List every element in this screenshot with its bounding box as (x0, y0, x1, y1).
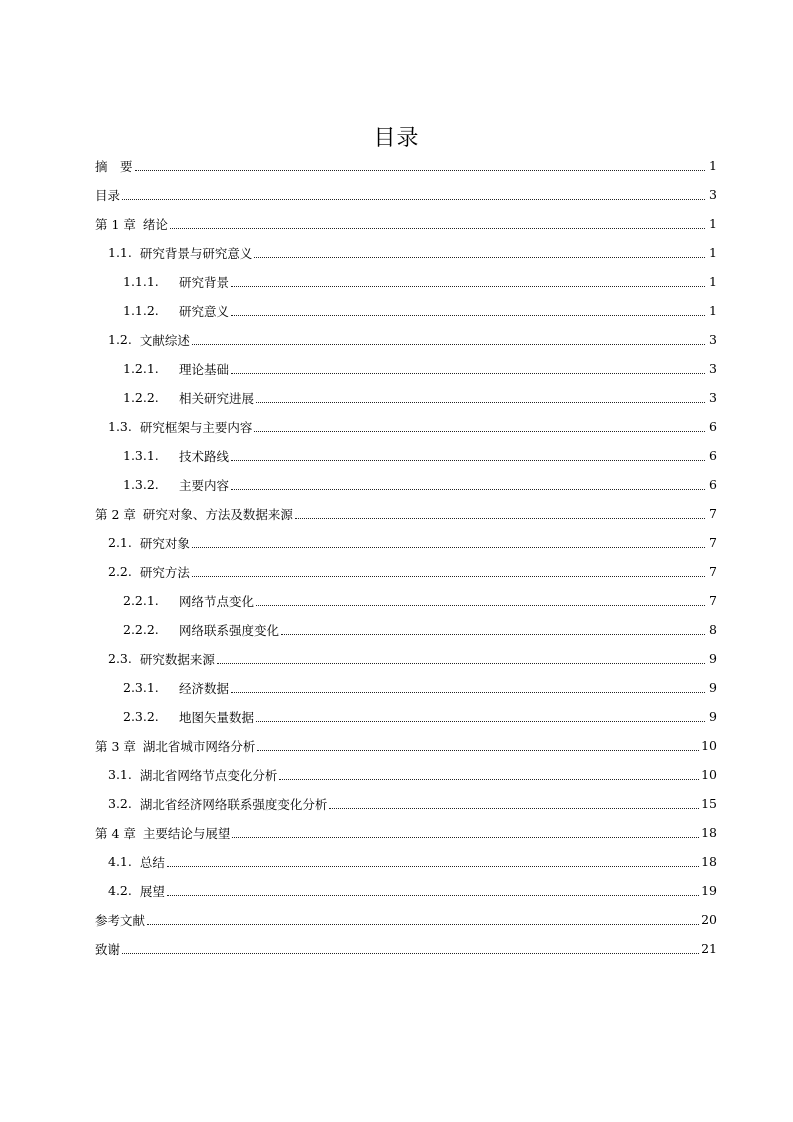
toc-entry-label: 网络节点变化 (179, 593, 255, 609)
toc-entry[interactable] (95, 209, 717, 238)
toc-entry[interactable] (95, 296, 717, 325)
toc-entry-page-number: 10 (701, 767, 717, 782)
toc-entry[interactable] (95, 760, 717, 789)
toc-entry-page-number: 21 (701, 941, 717, 956)
toc-entry[interactable] (95, 180, 717, 209)
dot-leader (167, 894, 699, 896)
toc-entry[interactable] (95, 731, 717, 760)
toc-entry-label: 目录 (95, 187, 121, 203)
toc-entry-label: 主要内容 (179, 477, 230, 493)
toc-entry-page-number: 19 (701, 883, 717, 898)
dot-leader (254, 430, 705, 432)
toc-entry-label: 研究背景 (179, 274, 230, 290)
toc-entry-number: 1.1.2. (123, 303, 159, 318)
dot-leader (231, 691, 705, 693)
toc-entry-label: 研究方法 (139, 564, 190, 580)
toc-entry-page-number: 9 (709, 709, 717, 724)
toc-entry-number: 1.1.1. (123, 274, 159, 289)
toc-entry[interactable] (95, 615, 717, 644)
toc-entry-label: 研究数据来源 (139, 651, 215, 667)
toc-entry-label: 相关研究进展 (179, 390, 255, 406)
dot-leader (170, 227, 705, 229)
toc-entry[interactable] (95, 383, 717, 412)
toc-entry[interactable] (95, 267, 717, 296)
toc-entry-label: 致谢 (95, 941, 121, 957)
toc-entry-page-number: 20 (701, 912, 717, 927)
toc-entry[interactable] (95, 905, 717, 934)
toc-entry-label: 理论基础 (179, 361, 230, 377)
toc-entry-number: 2.2. (108, 564, 132, 579)
toc-entry[interactable] (95, 586, 717, 615)
toc-entry-label: 总结 (139, 854, 165, 870)
dot-leader (122, 198, 705, 200)
toc-entry[interactable] (95, 847, 717, 876)
dot-leader (167, 865, 699, 867)
dot-leader (279, 778, 699, 780)
dot-leader (295, 517, 705, 519)
toc-entry-label: 湖北省城市网络分析 (142, 738, 256, 754)
toc-entry-number: 第 2 章 (95, 506, 136, 522)
toc-entry-page-number: 18 (701, 825, 717, 840)
toc-entry-label: 湖北省网络节点变化分析 (139, 767, 278, 783)
dot-leader (231, 285, 705, 287)
dot-leader (329, 807, 699, 809)
toc-entry-label: 地图矢量数据 (179, 709, 255, 725)
toc-entry-label: 网络联系强度变化 (179, 622, 280, 638)
toc-entry-number: 1.1. (108, 245, 132, 260)
toc-entry[interactable] (95, 876, 717, 905)
dot-leader (232, 836, 699, 838)
toc-entry-page-number: 1 (709, 274, 717, 289)
toc-entry-label: 绪论 (142, 216, 168, 232)
dot-leader (256, 604, 705, 606)
dot-leader (257, 749, 699, 751)
toc-entry-label: 经济数据 (179, 680, 230, 696)
toc-entry-page-number: 1 (709, 303, 717, 318)
toc-entry-number: 1.2.2. (123, 390, 159, 405)
toc-entry[interactable] (95, 412, 717, 441)
toc-entry-label: 技术路线 (179, 448, 230, 464)
toc-entry-label: 主要结论与展望 (142, 825, 231, 841)
toc-entry-label: 研究对象、方法及数据来源 (142, 506, 293, 522)
toc-entry-label: 研究意义 (179, 303, 230, 319)
dot-leader (231, 314, 705, 316)
dot-leader (192, 343, 705, 345)
toc-entry-label: 湖北省经济网络联系强度变化分析 (139, 796, 328, 812)
toc-entry-page-number: 9 (709, 680, 717, 695)
toc-entry-page-number: 1 (709, 216, 717, 231)
toc-entry[interactable] (95, 702, 717, 731)
toc-entry-label: 研究背景与研究意义 (139, 245, 253, 261)
toc-entry[interactable] (95, 238, 717, 267)
toc-entry-page-number: 7 (709, 535, 717, 550)
toc-entry-label: 摘 要 (95, 158, 133, 174)
toc-entry-page-number: 7 (709, 506, 717, 521)
toc-entry[interactable] (95, 934, 717, 963)
page-title: 目录 (373, 126, 420, 151)
toc-entry-number: 3.1. (108, 767, 132, 782)
toc-entry-page-number: 15 (701, 796, 717, 811)
toc-entry-page-number: 3 (709, 187, 717, 202)
dot-leader (217, 662, 705, 664)
toc-entry-number: 2.3.2. (123, 709, 159, 724)
dot-leader (147, 923, 699, 925)
toc-entry-number: 2.2.2. (123, 622, 159, 637)
toc-entry-number: 1.3.2. (123, 477, 159, 492)
toc-entry-number: 2.3.1. (123, 680, 159, 695)
toc-entry-page-number: 7 (709, 564, 717, 579)
toc-entry-label: 参考文献 (95, 912, 146, 928)
toc-entry-number: 2.2.1. (123, 593, 159, 608)
dot-leader (192, 575, 705, 577)
toc-entry-page-number: 18 (701, 854, 717, 869)
toc-entry[interactable] (95, 557, 717, 586)
toc-entry-label: 研究对象 (139, 535, 190, 551)
toc-entry-page-number: 6 (709, 477, 717, 492)
toc-entry-page-number: 9 (709, 651, 717, 666)
dot-leader (231, 488, 705, 490)
toc-entry-page-number: 3 (709, 390, 717, 405)
dot-leader (192, 546, 705, 548)
dot-leader (231, 459, 705, 461)
toc-entry-page-number: 3 (709, 332, 717, 347)
toc-entry-label: 文献综述 (139, 332, 190, 348)
toc-entry-number: 3.2. (108, 796, 132, 811)
dot-leader (256, 720, 705, 722)
toc-entry-number: 第 1 章 (95, 216, 136, 232)
toc-entry-number: 4.2. (108, 883, 132, 898)
toc-entry[interactable] (95, 644, 717, 673)
dot-leader (281, 633, 705, 635)
toc-entry[interactable] (95, 325, 717, 354)
toc-entry[interactable] (95, 789, 717, 818)
toc-entry-number: 1.3. (108, 419, 132, 434)
dot-leader (256, 401, 705, 403)
toc-entry[interactable] (95, 354, 717, 383)
toc-entry-number: 第 4 章 (95, 825, 136, 841)
toc-entry-label: 研究框架与主要内容 (139, 419, 253, 435)
toc-entry[interactable] (95, 528, 717, 557)
toc-entry[interactable] (95, 818, 717, 847)
toc-entry-page-number: 6 (709, 419, 717, 434)
toc-entry-number: 第 3 章 (95, 738, 136, 754)
toc-entry-number: 2.3. (108, 651, 132, 666)
toc-entry-page-number: 1 (709, 245, 717, 260)
toc-entry-number: 4.1. (108, 854, 132, 869)
dot-leader (135, 169, 705, 171)
toc-entry[interactable] (95, 151, 717, 180)
toc-entry-page-number: 6 (709, 448, 717, 463)
toc-entry-number: 2.1. (108, 535, 132, 550)
toc-entry[interactable] (95, 673, 717, 702)
dot-leader (122, 952, 699, 954)
toc-entry-label: 展望 (139, 883, 165, 899)
toc-entry-page-number: 1 (709, 158, 717, 173)
toc-entry-page-number: 3 (709, 361, 717, 376)
toc-entry-page-number: 8 (709, 622, 717, 637)
toc-entry-page-number: 10 (701, 738, 717, 753)
toc-entry[interactable] (95, 441, 717, 470)
toc-entry-number: 1.2.1. (123, 361, 159, 376)
toc-entry-number: 1.2. (108, 332, 132, 347)
toc-entry-number: 1.3.1. (123, 448, 159, 463)
dot-leader (254, 256, 705, 258)
toc-entry[interactable] (95, 499, 717, 528)
toc-entry[interactable] (95, 470, 717, 499)
toc-entry-page-number: 7 (709, 593, 717, 608)
dot-leader (231, 372, 705, 374)
toc-list (95, 151, 717, 963)
